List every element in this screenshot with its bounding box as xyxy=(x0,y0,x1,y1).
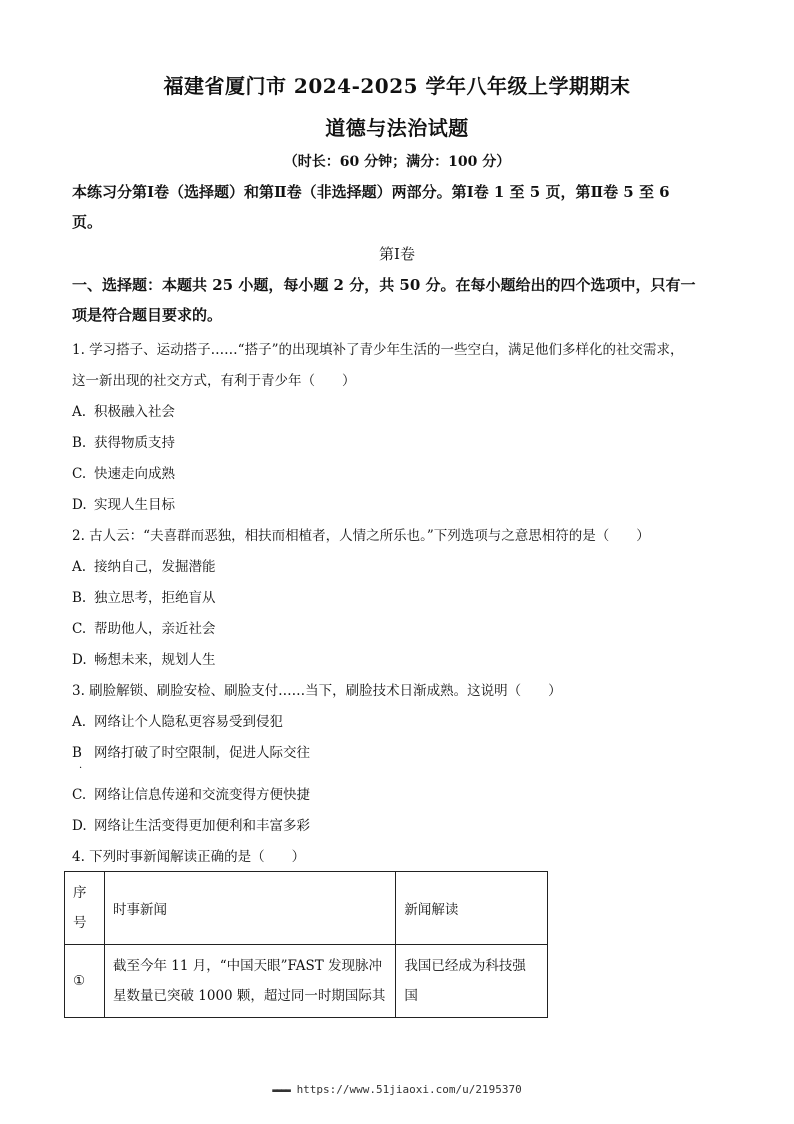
reading-line: 国 xyxy=(404,988,418,1004)
table-cell-no: ① xyxy=(65,945,105,1018)
stray-dot: · xyxy=(79,763,83,774)
option-item xyxy=(72,710,283,730)
question-stem: 4. 下列时事新闻解读正确的是（ ） xyxy=(72,849,306,865)
option-text: 获得物质支持 xyxy=(94,435,175,451)
table-row xyxy=(65,945,548,1018)
footer-url[interactable]: https://www.51jiaoxi.com/u/2195370 xyxy=(296,1083,522,1096)
exam-intro-line: 本练习分第Ⅰ卷（选择题）和第Ⅱ卷（非选择题）两部分。第Ⅰ卷 1 至 5 页，第Ⅱ卷 5 至 6 xyxy=(72,183,670,201)
option-text: 积极融入社会 xyxy=(94,404,175,420)
option-item xyxy=(72,814,310,834)
table-header-row xyxy=(65,872,548,945)
header-no-char: 号 xyxy=(73,915,87,931)
table-header-cell: 新闻解读 xyxy=(396,872,548,945)
news-table xyxy=(64,871,548,1018)
part-heading xyxy=(72,270,722,330)
option-letter: B xyxy=(72,745,82,761)
question-stem: 1. 学习搭子、运动搭子……“搭子”的出现填补了青少年生活的一些空白，满足他们多样化的社交需求， xyxy=(72,342,684,358)
option-letter: D. xyxy=(72,652,87,668)
option-letter: C. xyxy=(72,466,87,482)
option-item xyxy=(72,648,216,668)
option-item xyxy=(72,741,310,761)
option-letter: C. xyxy=(72,621,87,637)
option-text: 帮助他人，亲近社会 xyxy=(94,621,216,637)
question-stem: 2. 古人云：“夫喜群而恶独，相扶而相植者，人情之所乐也。”下列选项与之意思相符的是（ ） xyxy=(72,528,650,544)
reading-line: 我国已经成为科技强 xyxy=(404,958,526,974)
part-heading-line: 项是符合题目要求的。 xyxy=(72,306,223,324)
option-item xyxy=(72,555,216,575)
table-cell-reading xyxy=(396,945,548,1018)
option-letter: A. xyxy=(72,404,87,420)
option-text: 畅想未来，规划人生 xyxy=(94,652,216,668)
option-item xyxy=(72,617,216,637)
option-item xyxy=(72,586,216,606)
footer-marks: ▬▬▬▬ xyxy=(272,1086,290,1096)
option-letter: B. xyxy=(72,590,87,606)
exam-duration-score: （时长：60 分钟；满分：100 分） xyxy=(283,154,511,170)
part-heading-line: 一、选择题：本题共 25 小题，每小题 2 分，共 50 分。在每小题给出的四个选项中，只有一 xyxy=(72,276,696,294)
exam-title: 福建省厦门市 2024-2025 学年八年级上学期期末 xyxy=(163,74,631,98)
option-item xyxy=(72,462,175,482)
option-letter: C. xyxy=(72,787,87,803)
exam-subject-title: 道德与法治试题 xyxy=(325,116,469,140)
option-text: 网络让信息传递和交流变得方便快捷 xyxy=(94,787,310,803)
option-letter: B. xyxy=(72,435,87,451)
news-line: 截至今年 11 月，“中国天眼”FAST 发现脉冲 xyxy=(112,958,383,974)
option-text: 快速走向成熟 xyxy=(94,466,175,482)
question-stem: 3. 刷脸解锁、刷脸安检、刷脸支付……当下，刷脸技术日渐成熟。这说明（ ） xyxy=(72,683,562,699)
exam-intro xyxy=(72,177,722,237)
option-text: 网络让个人隐私更容易受到侵犯 xyxy=(94,714,283,730)
option-text: 网络打破了时空限制，促进人际交往 xyxy=(94,745,310,761)
option-text: 实现人生目标 xyxy=(94,497,175,513)
page-footer xyxy=(0,1083,794,1096)
section-label: 第Ⅰ卷 xyxy=(379,245,415,263)
option-letter: D. xyxy=(72,818,87,834)
option-text: 网络让生活变得更加便利和丰富多彩 xyxy=(94,818,310,834)
option-item xyxy=(72,400,175,420)
option-text: 接纳自己，发掘潜能 xyxy=(94,559,216,575)
question-stem: 这一新出现的社交方式，有利于青少年（ ） xyxy=(72,373,356,389)
option-item xyxy=(72,431,175,451)
exam-intro-line: 页。 xyxy=(72,213,103,231)
option-item xyxy=(72,783,310,803)
table-cell-news xyxy=(104,945,395,1018)
header-no-char: 序 xyxy=(73,885,87,901)
news-line: 星数量已突破 1000 颗，超过同一时期国际其 xyxy=(112,988,386,1004)
table-header-cell xyxy=(65,872,105,945)
option-text: 独立思考，拒绝盲从 xyxy=(94,590,216,606)
option-letter: D. xyxy=(72,497,87,513)
option-letter: A. xyxy=(72,714,87,730)
option-letter: A. xyxy=(72,559,87,575)
option-item xyxy=(72,493,175,513)
table-header-cell: 时事新闻 xyxy=(104,872,395,945)
